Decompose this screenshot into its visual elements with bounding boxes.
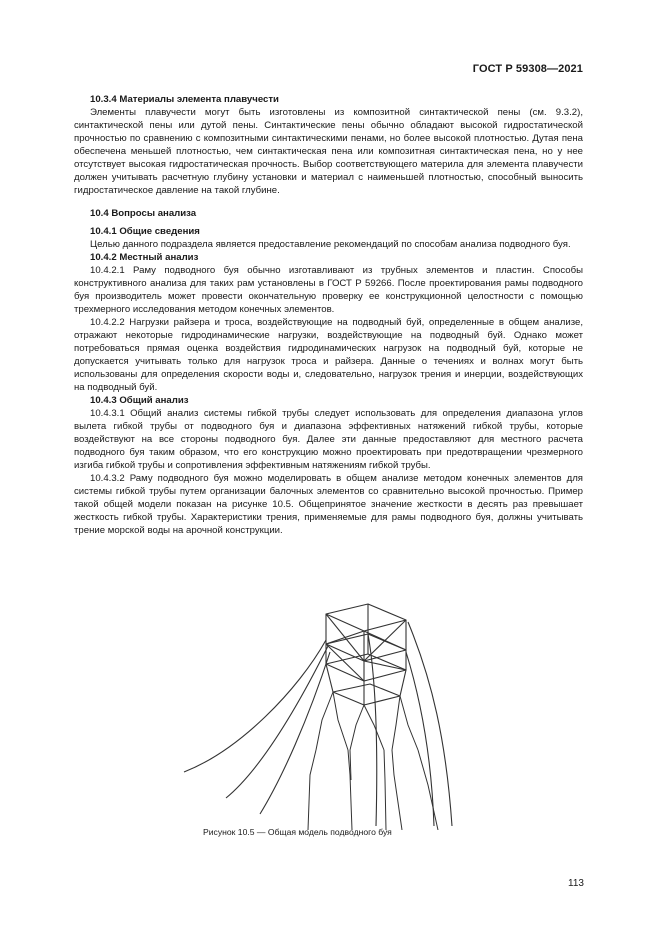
heading-10-4-3: 10.4.3 Общий анализ [90, 395, 189, 406]
document-body [74, 93, 583, 537]
paragraph: 10.4.2.2 Нагрузки райзера и троса, воздействующие на подводный буй, определенные в общем анализе, отражают некоторые гидродинамические нагрузки, воздействующие на подводный буй. Однако может потребоваться прямая оценка воздействия гидродинамических нагрузок на подводный буй, которые не допускается учитывать только для нагрузок троса и райзера. Данные о течениях и волнах могут быть использованы для определения скорости воды и, следовательно, нагрузок трения и инерции, воздействующих на подводный буй. [74, 317, 583, 393]
paragraph: Элементы плавучести могут быть изготовлены из композитной синтактической пены (см. 9.3.2), синтактической пены или дутой пены. Синтактические пены обычно обладают высокой гидростатической прочностью по сравнению с композитными синтактическими пенами, но более высокой плотностью. Дутая пена обеспечена меньшей плотностью, чем синтактическая пена или композитная синтактическая пена, но у нее отсутствует высокая гидростатическая прочность. Выбор соответствующего материла для элемента плавучести должен учитывать расчетную глубину установки и материал с наименьшей плотностью, способный выносить гидростатическое давление на такой глубине. [74, 107, 583, 196]
frame-top [326, 604, 406, 631]
paragraph: 10.4.2.1 Раму подводного буя обычно изготавливают из трубных элементов и пластин. Способы конструктивного анализа для таких рам установлены в ГОСТ Р 59266. После проектирования рамы подводного буя производитель может провести окончательную проверку ее конструкционной целостности с помощью трехмерного исследования методом конечных элементов. [74, 265, 583, 315]
heading-10-4: 10.4 Вопросы анализа [90, 208, 197, 219]
heading-10-4-1: 10.4.1 Общие сведения [90, 226, 200, 237]
mooring-legs [308, 692, 438, 830]
subsea-buoy-model-figure [170, 600, 470, 830]
page-header: ГОСТ Р 59308—2021 [472, 63, 583, 75]
heading-10-3-4: 10.3.4 Материалы элемента плавучести [90, 94, 279, 105]
paragraph: 10.4.3.2 Раму подводного буя можно моделировать в общем анализе методом конечных элементов для системы гибкой трубы путем организации балочных элементов со сравнительно высокой прочностью. Пример такой общей модели показан на рисунке 10.5. Общепринятое значение жесткости в десять раз превышает жесткость гибкой трубы. Характеристики трения, применяемые для рамы подводного буя, должны учитывать трение морской воды на арочной конструкции. [74, 473, 583, 536]
figure-caption: Рисунок 10.5 — Общая модель подводного буя [203, 827, 392, 837]
flexible-risers [184, 622, 452, 826]
frame-bottom [333, 684, 400, 705]
heading-10-4-2: 10.4.2 Местный анализ [90, 252, 199, 263]
paragraph: 10.4.3.1 Общий анализ системы гибкой трубы следует использовать для определения диапазона углов вылета гибкой трубы от подводного буя и диапазона эффективных натяжений гибкой трубы, которые воздействуют на все стороны подводного буя. Далее эти данные предоставляют для местного расчета подводного буя таким образом, что его конструкцию можно проектировать при предотвращении чрезмерного изгиба гибкой трубы и сопротивления эффективным натяжениям гибкой трубы. [74, 408, 583, 471]
paragraph: Целью данного подраздела является предоставление рекомендаций по способам анализа подводного буя. [90, 239, 571, 250]
page-number: 113 [568, 878, 584, 889]
frame-upper-mid [326, 634, 406, 661]
